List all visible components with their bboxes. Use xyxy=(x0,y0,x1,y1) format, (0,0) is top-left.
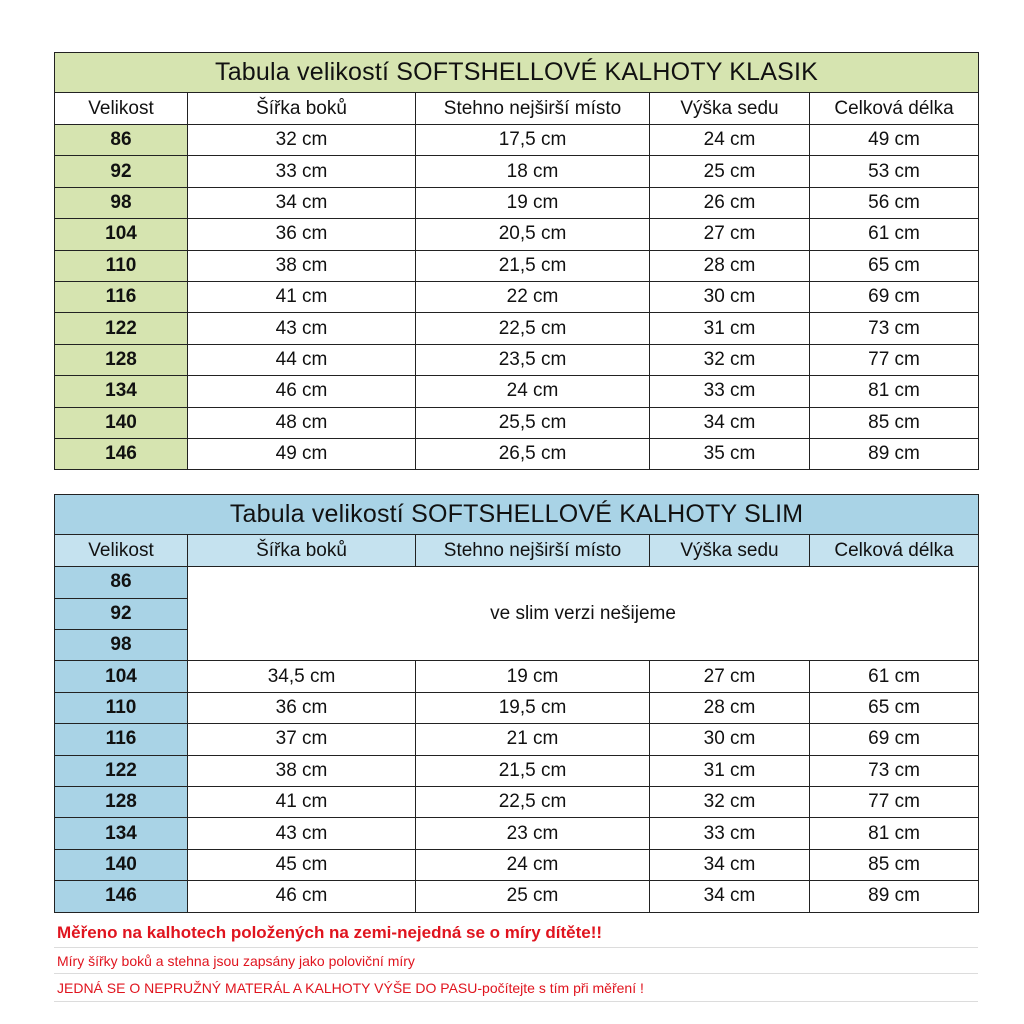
measurement-cell: 27 cm xyxy=(650,219,810,250)
measurement-cell: 21,5 cm xyxy=(416,250,650,281)
measurement-cell: 26 cm xyxy=(650,187,810,218)
table-row xyxy=(55,407,979,438)
header-vyska-sedu: Výška sedu xyxy=(650,535,810,567)
header-celkova-delka: Celková délka xyxy=(810,93,979,125)
size-cell: 128 xyxy=(55,344,188,375)
size-cell: 86 xyxy=(55,567,188,598)
measurement-cell: 69 cm xyxy=(810,724,979,755)
measurement-cell: 35 cm xyxy=(650,438,810,469)
measurement-cell: 73 cm xyxy=(810,755,979,786)
note-half-measures: Míry šířky boků a stehna jsou zapsány jako poloviční míry xyxy=(54,948,978,974)
measurement-cell: 25 cm xyxy=(650,156,810,187)
measurement-cell: 44 cm xyxy=(188,344,416,375)
klasik-size-table xyxy=(54,52,979,470)
measurement-cell: 36 cm xyxy=(188,219,416,250)
size-cell: 134 xyxy=(55,818,188,849)
header-celkova-delka: Celková délka xyxy=(810,535,979,567)
table-row xyxy=(55,250,979,281)
measurement-cell: 19 cm xyxy=(416,661,650,692)
measurement-cell: 22 cm xyxy=(416,281,650,312)
measurement-cell: 23,5 cm xyxy=(416,344,650,375)
table-row xyxy=(55,219,979,250)
measurement-cell: 73 cm xyxy=(810,313,979,344)
table-row xyxy=(55,156,979,187)
measurement-cell: 18 cm xyxy=(416,156,650,187)
measurement-cell: 17,5 cm xyxy=(416,125,650,156)
measurement-cell: 38 cm xyxy=(188,250,416,281)
size-cell: 128 xyxy=(55,787,188,818)
measurement-cell: 33 cm xyxy=(188,156,416,187)
measurement-cell: 61 cm xyxy=(810,219,979,250)
slim-unavailable-note: ve slim verzi nešijeme xyxy=(188,567,979,661)
table-row xyxy=(55,344,979,375)
measurement-cell: 43 cm xyxy=(188,313,416,344)
measurement-cell: 21 cm xyxy=(416,724,650,755)
klasik-header-row xyxy=(55,93,979,125)
table-row xyxy=(55,567,979,598)
measurement-cell: 28 cm xyxy=(650,692,810,723)
header-sirka-boku: Šířka boků xyxy=(188,93,416,125)
measurement-cell: 25,5 cm xyxy=(416,407,650,438)
measurement-cell: 32 cm xyxy=(188,125,416,156)
size-cell: 98 xyxy=(55,630,188,661)
measurement-cell: 26,5 cm xyxy=(416,438,650,469)
measurement-cell: 19,5 cm xyxy=(416,692,650,723)
size-cell: 116 xyxy=(55,281,188,312)
header-sirka-boku: Šířka boků xyxy=(188,535,416,567)
measurement-cell: 32 cm xyxy=(650,344,810,375)
size-cell: 104 xyxy=(55,219,188,250)
table-row xyxy=(55,187,979,218)
measurement-cell: 49 cm xyxy=(810,125,979,156)
table-row xyxy=(55,849,979,880)
table-row xyxy=(55,787,979,818)
measurement-cell: 77 cm xyxy=(810,787,979,818)
size-cell: 134 xyxy=(55,376,188,407)
measurement-cell: 22,5 cm xyxy=(416,787,650,818)
measurement-cell: 22,5 cm xyxy=(416,313,650,344)
slim-table-title: Tabula velikostí SOFTSHELLOVÉ KALHOTY SLIM xyxy=(55,495,979,535)
table-row xyxy=(55,755,979,786)
measurement-cell: 41 cm xyxy=(188,787,416,818)
measurement-cell: 36 cm xyxy=(188,692,416,723)
measurement-cell: 46 cm xyxy=(188,881,416,912)
measurement-cell: 34,5 cm xyxy=(188,661,416,692)
measurement-cell: 30 cm xyxy=(650,281,810,312)
measurement-cell: 38 cm xyxy=(188,755,416,786)
size-cell: 92 xyxy=(55,156,188,187)
size-cell: 104 xyxy=(55,661,188,692)
measurement-cell: 34 cm xyxy=(650,849,810,880)
measurement-cell: 28 cm xyxy=(650,250,810,281)
measurement-cell: 30 cm xyxy=(650,724,810,755)
table-row xyxy=(55,818,979,849)
size-cell: 122 xyxy=(55,313,188,344)
measurement-cell: 24 cm xyxy=(650,125,810,156)
size-chart-sheet xyxy=(54,52,978,913)
size-cell: 140 xyxy=(55,407,188,438)
size-cell: 140 xyxy=(55,849,188,880)
size-cell: 116 xyxy=(55,724,188,755)
measurement-cell: 25 cm xyxy=(416,881,650,912)
table-row xyxy=(55,661,979,692)
measurement-cell: 34 cm xyxy=(650,881,810,912)
measurement-cell: 31 cm xyxy=(650,313,810,344)
table-row xyxy=(55,692,979,723)
measurement-cell: 56 cm xyxy=(810,187,979,218)
table-row xyxy=(55,313,979,344)
size-cell: 146 xyxy=(55,881,188,912)
measurement-cell: 61 cm xyxy=(810,661,979,692)
size-cell: 110 xyxy=(55,250,188,281)
measurement-cell: 32 cm xyxy=(650,787,810,818)
measurement-cell: 89 cm xyxy=(810,438,979,469)
measurement-cell: 41 cm xyxy=(188,281,416,312)
header-velikost: Velikost xyxy=(55,535,188,567)
table-row xyxy=(55,724,979,755)
measurement-cell: 49 cm xyxy=(188,438,416,469)
measurement-cell: 65 cm xyxy=(810,250,979,281)
table-row xyxy=(55,881,979,912)
table-row xyxy=(55,125,979,156)
size-cell: 92 xyxy=(55,598,188,629)
size-cell: 122 xyxy=(55,755,188,786)
klasik-table-title: Tabula velikostí SOFTSHELLOVÉ KALHOTY KLASIK xyxy=(55,53,979,93)
size-cell: 146 xyxy=(55,438,188,469)
table-row xyxy=(55,438,979,469)
slim-size-table xyxy=(54,494,979,912)
note-measured-flat: Měřeno na kalhotech položených na zemi-nejedná se o míry dítěte!! xyxy=(54,918,978,948)
measurement-cell: 23 cm xyxy=(416,818,650,849)
table-row xyxy=(55,281,979,312)
measurement-cell: 81 cm xyxy=(810,376,979,407)
size-cell: 110 xyxy=(55,692,188,723)
measurement-cell: 19 cm xyxy=(416,187,650,218)
measurement-cell: 24 cm xyxy=(416,849,650,880)
measurement-cell: 85 cm xyxy=(810,407,979,438)
measurement-cell: 89 cm xyxy=(810,881,979,912)
measurement-cell: 48 cm xyxy=(188,407,416,438)
measurement-cell: 81 cm xyxy=(810,818,979,849)
measurement-cell: 34 cm xyxy=(188,187,416,218)
measurement-cell: 37 cm xyxy=(188,724,416,755)
header-stehno: Stehno nejširší místo xyxy=(416,535,650,567)
measurement-cell: 45 cm xyxy=(188,849,416,880)
measurement-cell: 21,5 cm xyxy=(416,755,650,786)
size-cell: 98 xyxy=(55,187,188,218)
measurement-cell: 77 cm xyxy=(810,344,979,375)
measurement-notes xyxy=(54,918,978,1002)
measurement-cell: 43 cm xyxy=(188,818,416,849)
measurement-cell: 33 cm xyxy=(650,376,810,407)
size-cell: 86 xyxy=(55,125,188,156)
measurement-cell: 27 cm xyxy=(650,661,810,692)
measurement-cell: 69 cm xyxy=(810,281,979,312)
measurement-cell: 33 cm xyxy=(650,818,810,849)
measurement-cell: 20,5 cm xyxy=(416,219,650,250)
slim-header-row xyxy=(55,535,979,567)
header-velikost: Velikost xyxy=(55,93,188,125)
measurement-cell: 53 cm xyxy=(810,156,979,187)
table-row xyxy=(55,376,979,407)
measurement-cell: 31 cm xyxy=(650,755,810,786)
measurement-cell: 46 cm xyxy=(188,376,416,407)
measurement-cell: 65 cm xyxy=(810,692,979,723)
header-vyska-sedu: Výška sedu xyxy=(650,93,810,125)
note-non-stretch: JEDNÁ SE O NEPRUŽNÝ MATERÁL A KALHOTY VÝŠE DO PASU-počítejte s tím při měření ! xyxy=(54,974,978,1002)
measurement-cell: 85 cm xyxy=(810,849,979,880)
measurement-cell: 34 cm xyxy=(650,407,810,438)
header-stehno: Stehno nejširší místo xyxy=(416,93,650,125)
measurement-cell: 24 cm xyxy=(416,376,650,407)
